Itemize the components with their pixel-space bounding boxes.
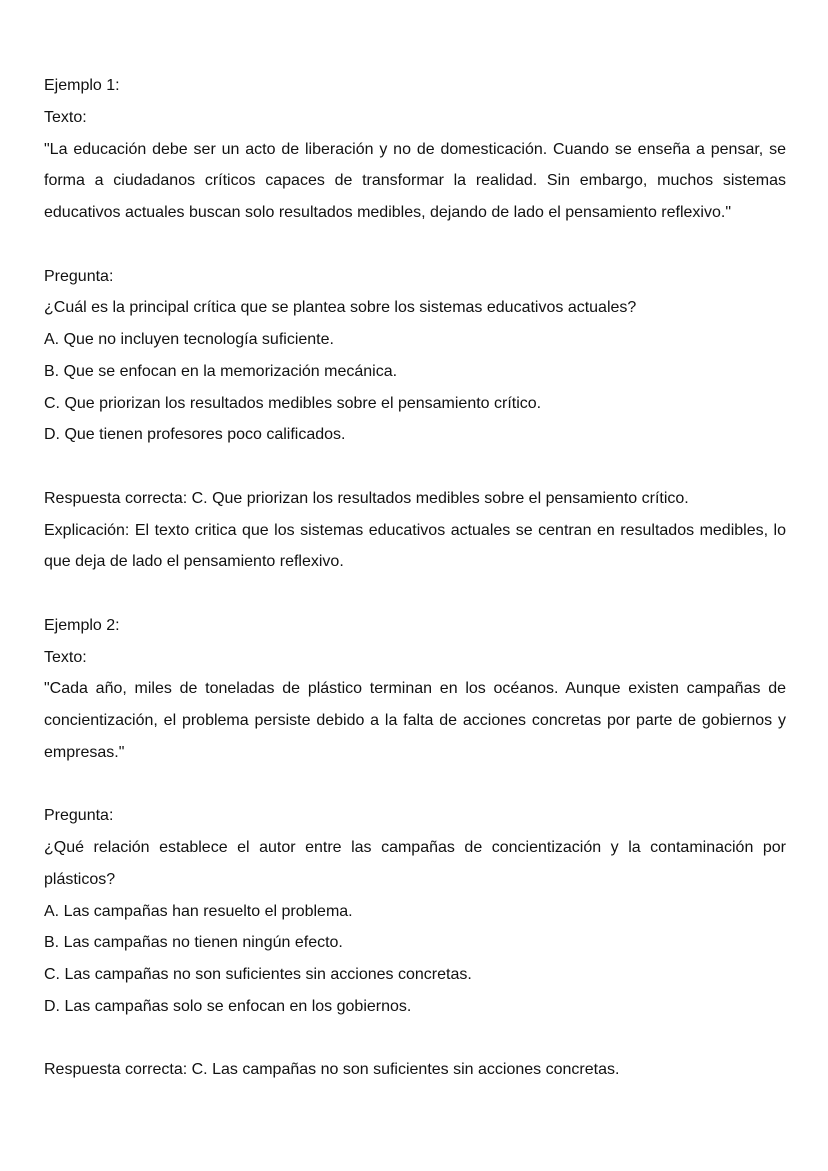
example-heading: Ejemplo 2:	[44, 616, 120, 634]
example-1	[44, 70, 786, 578]
text-label: Texto:	[44, 108, 87, 126]
option-d: D. Que tienen profesores poco calificados.	[44, 426, 346, 444]
option-c: C. Las campañas no son suficientes sin acciones concretas.	[44, 966, 472, 983]
option-c: C. Que priorizan los resultados medibles sobre el pensamiento crítico.	[44, 394, 542, 412]
question-text: ¿Qué relación establece el autor entre las campañas de concientización y la contaminación por plásticos?	[44, 839, 786, 888]
example-2	[44, 610, 786, 1086]
question-label: Pregunta:	[44, 807, 114, 825]
option-a: A. Las campañas han resuelto el problema.	[44, 902, 353, 920]
document-page	[44, 70, 786, 1086]
example-heading: Ejemplo 1:	[44, 77, 120, 94]
option-b: B. Las campañas no tienen ningún efecto.	[44, 934, 343, 952]
text-label: Texto:	[44, 648, 87, 666]
question-text: ¿Cuál es la principal crítica que se plantea sobre los sistemas educativos actuales?	[44, 299, 637, 317]
passage-text: "La educación debe ser un acto de liberación y no de domesticación. Cuando se enseña a pensar, se forma a ciudadanos críticos capaces de transformar la realidad. Sin embargo, muchos sistemas educativos actuales buscan solo resultados medibles, dejando de lado el pensamiento reflexivo."	[44, 140, 786, 221]
question-label: Pregunta:	[44, 267, 114, 285]
option-a: A. Que no incluyen tecnología suficiente.	[44, 331, 334, 348]
option-d: D. Las campañas solo se enfocan en los gobiernos.	[44, 997, 412, 1015]
explanation: Explicación: El texto critica que los sistemas educativos actuales se centran en resultados medibles, lo que deja de lado el pensamiento reflexivo.	[44, 521, 786, 571]
option-b: B. Que se enfocan en la memorización mecánica.	[44, 362, 398, 380]
passage-text: "Cada año, miles de toneladas de plástico terminan en los océanos. Aunque existen campañas de concientización, el problema persiste debido a la falta de acciones concretas por parte de gobiernos y empresas."	[44, 680, 786, 761]
correct-answer: Respuesta correcta: C. Las campañas no son suficientes sin acciones concretas.	[44, 1061, 620, 1079]
correct-answer: Respuesta correcta: C. Que priorizan los resultados medibles sobre el pensamiento crítico.	[44, 489, 689, 507]
